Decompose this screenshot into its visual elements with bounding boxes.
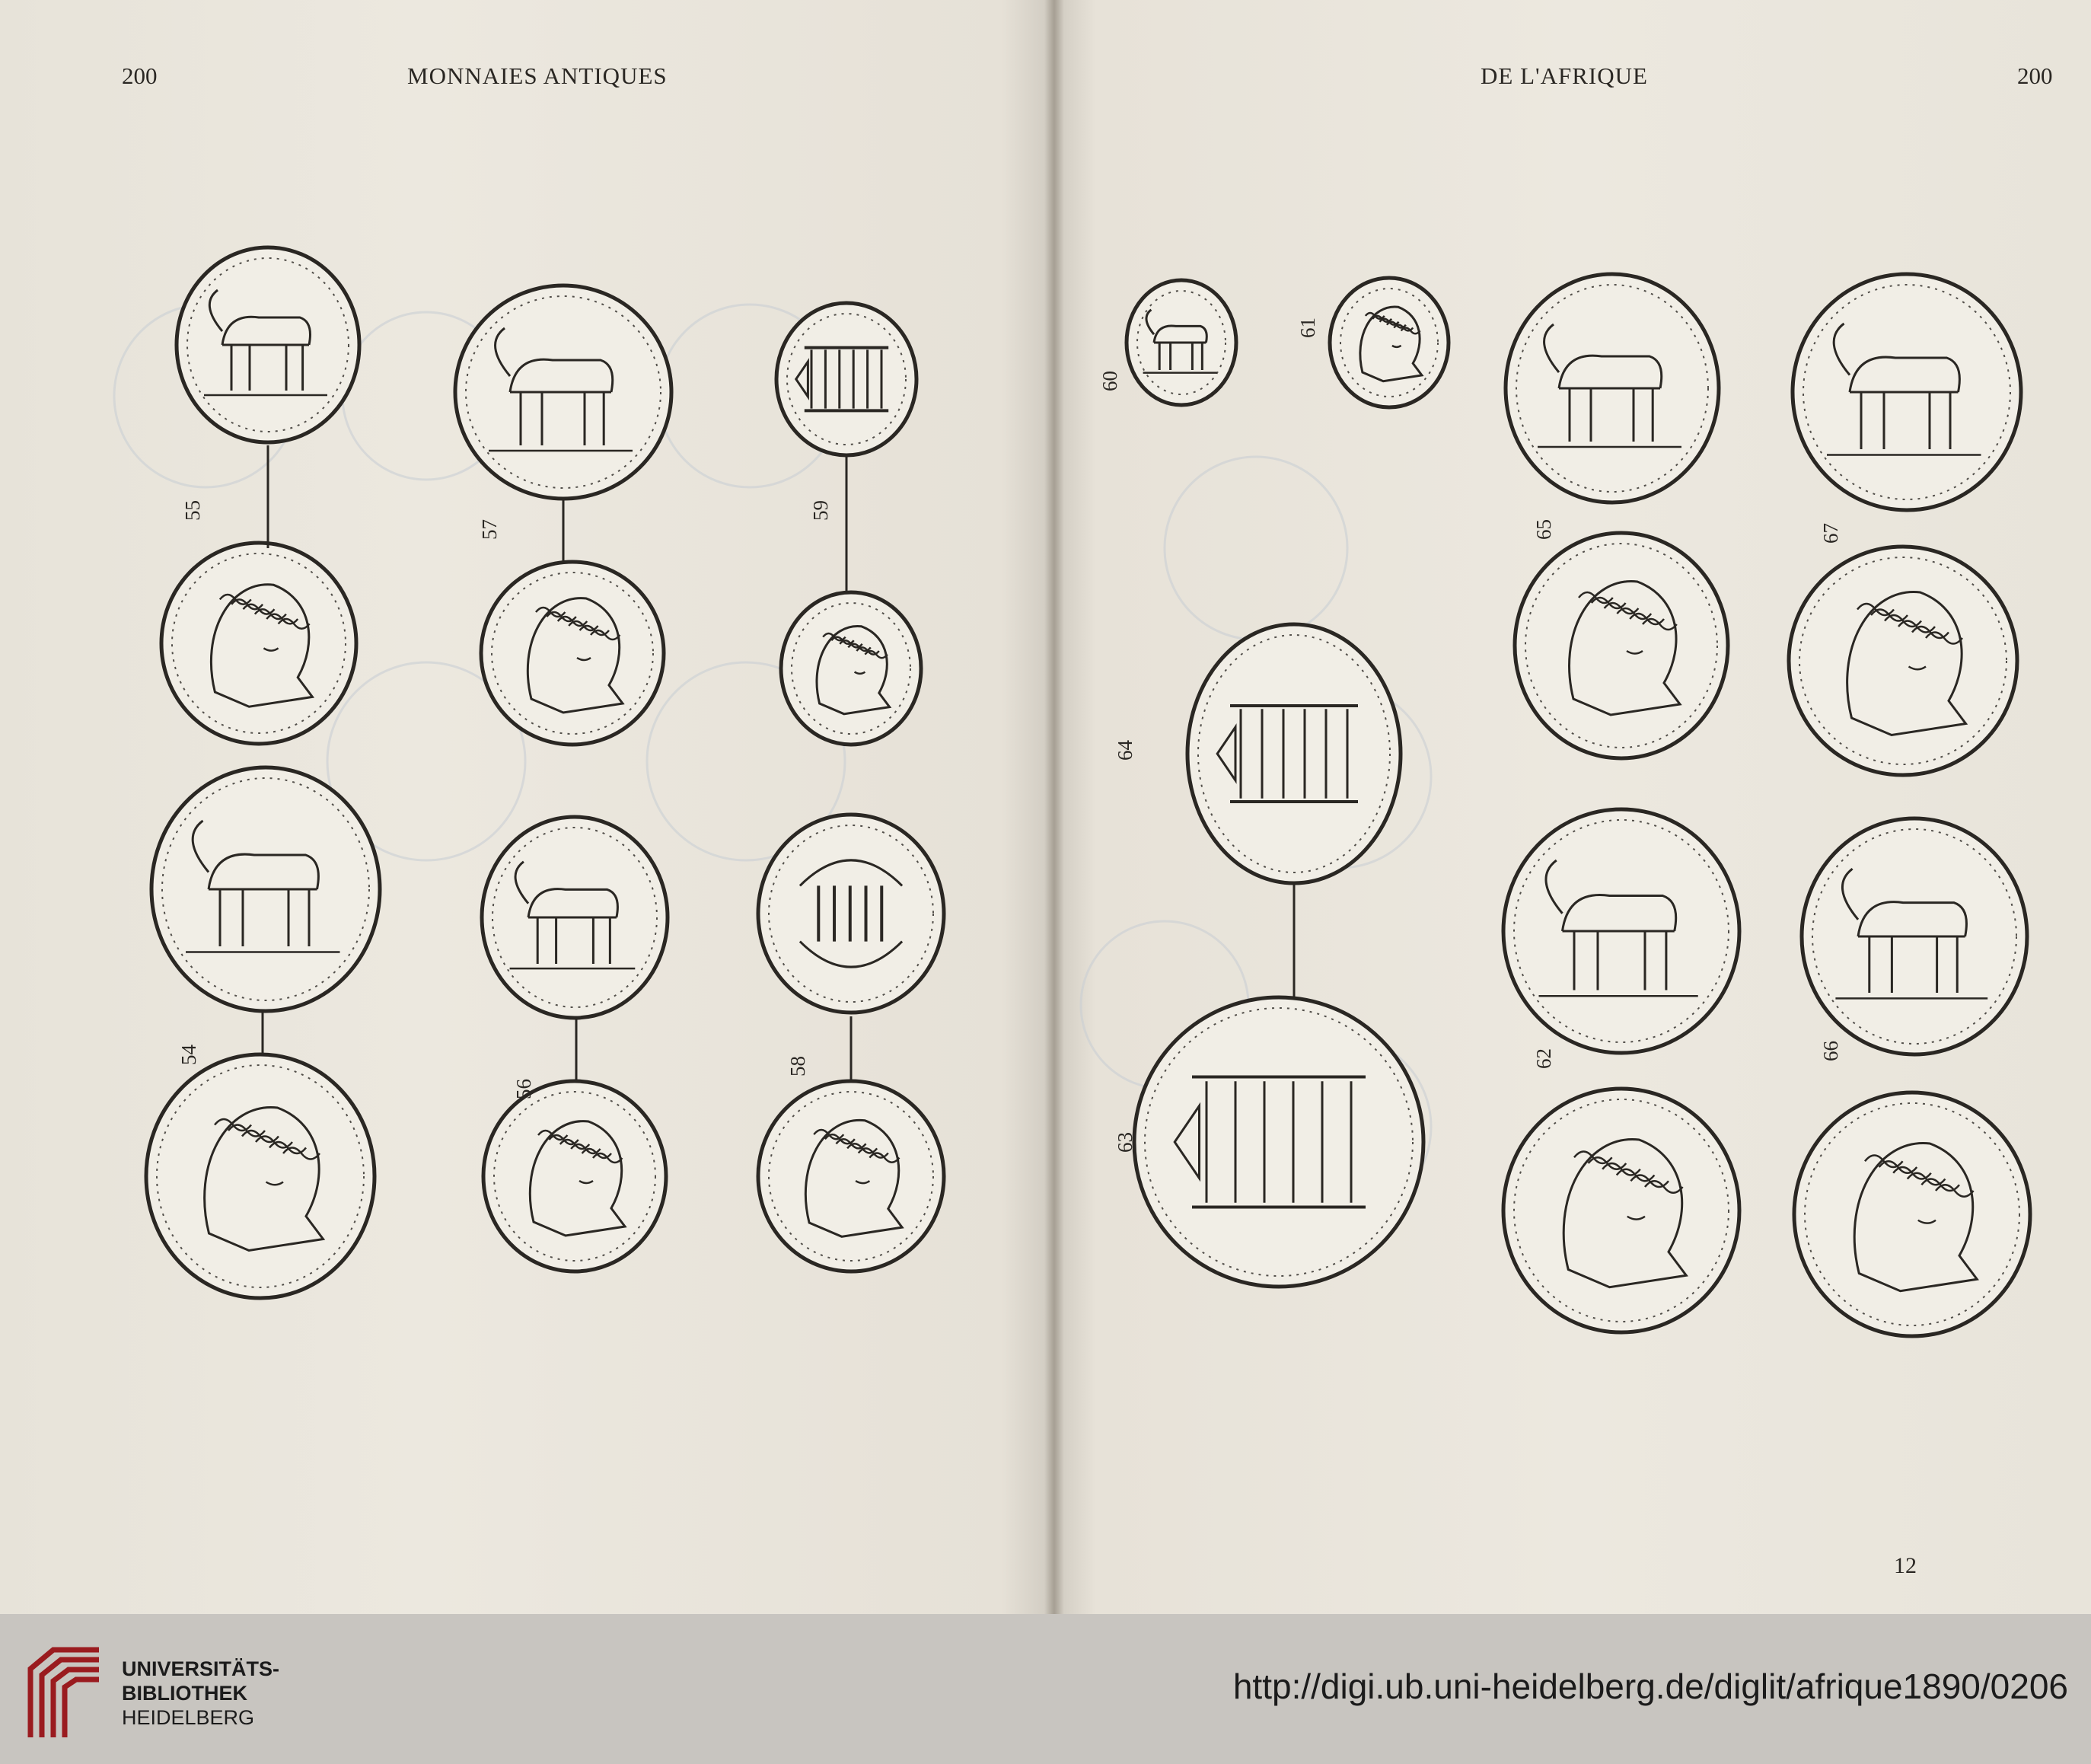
coin-label-63: 63 [1114, 1132, 1136, 1153]
right-running-head: DE L'AFRIQUE [1481, 62, 1648, 89]
library-name [122, 1657, 279, 1730]
coin-label-61: 61 [1296, 317, 1319, 338]
coin-label-56: 56 [512, 1079, 535, 1099]
coin-label-62: 62 [1532, 1048, 1555, 1069]
library-name-line1: UNIVERSITÄTS- [122, 1657, 280, 1680]
coin-label-55: 55 [181, 500, 204, 521]
coin-label-60: 60 [1098, 371, 1121, 391]
library-footer [0, 1614, 2091, 1764]
coin-label-58: 58 [786, 1056, 809, 1077]
library-logo-icon [23, 1638, 107, 1745]
left-running-head: MONNAIES ANTIQUES [407, 62, 668, 89]
coin-label-57: 57 [478, 519, 501, 540]
coin-label-66: 66 [1819, 1041, 1842, 1061]
left-page-number: 200 [122, 62, 158, 89]
coin-label-65: 65 [1532, 519, 1555, 540]
coin-label-54: 54 [177, 1045, 200, 1065]
coin-label-59: 59 [809, 500, 832, 521]
right-page-number: 200 [2017, 62, 2053, 89]
coin-label-64: 64 [1114, 740, 1136, 761]
source-url[interactable]: http://digi.ub.uni-heidelberg.de/diglit/afrique1890/0206 [1232, 1667, 2068, 1706]
signature-mark: 12 [1894, 1553, 1917, 1578]
library-name-line3: HEIDELBERG [122, 1706, 255, 1729]
coin-label-67: 67 [1819, 523, 1842, 544]
library-name-line2: BIBLIOTHEK [122, 1682, 247, 1705]
